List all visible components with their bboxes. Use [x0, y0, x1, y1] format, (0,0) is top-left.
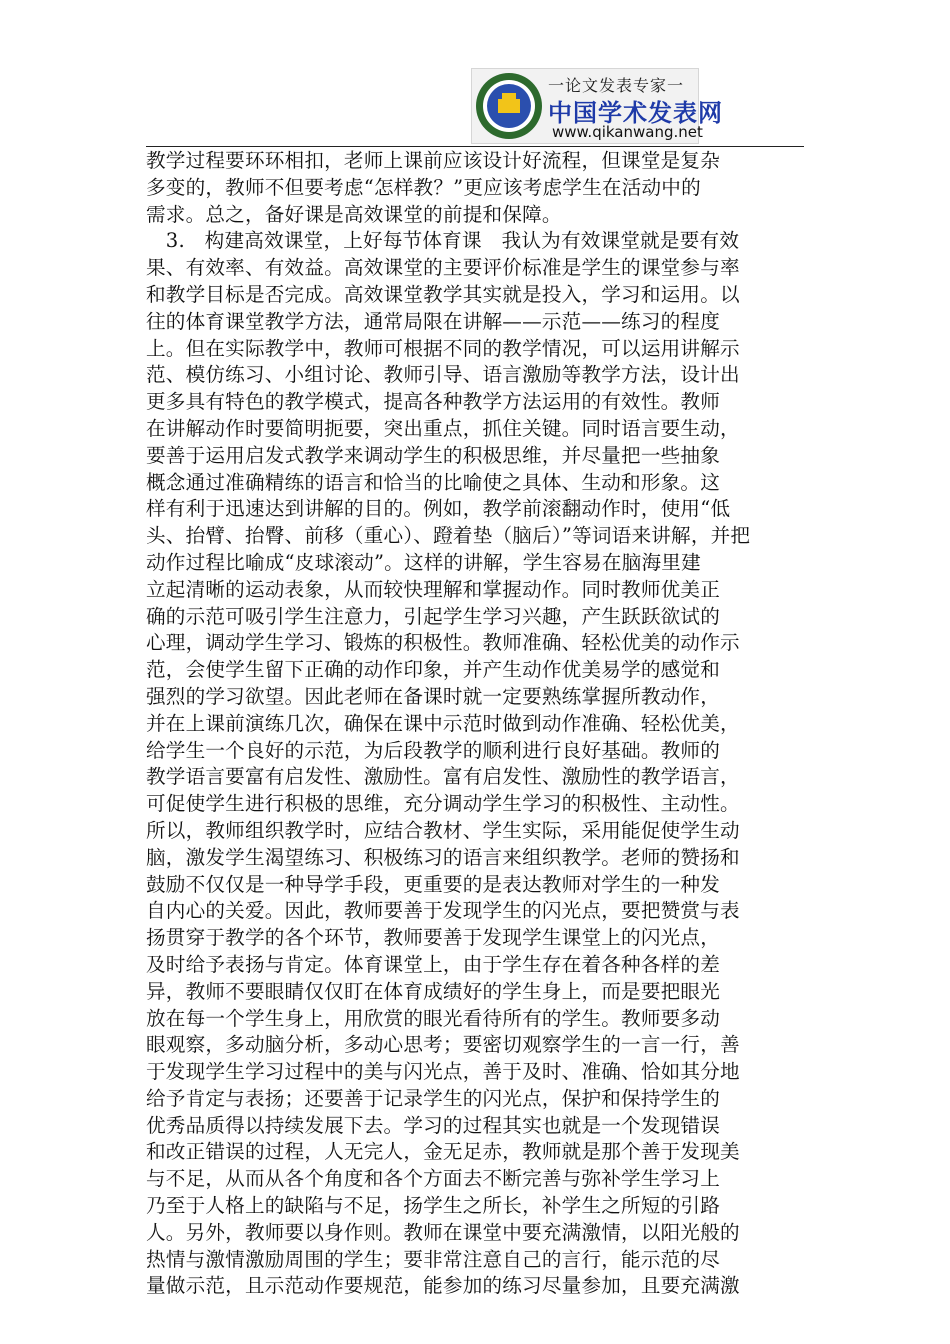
body-line: 立起清晰的运动表象，从而较快理解和掌握动作。同时教师优美正 — [146, 577, 721, 601]
body-line: 和改正错误的过程，人无完人，金无足赤，教师就是那个善于发现美 — [146, 1140, 740, 1164]
body-line: 动作过程比喻成“皮球滚动”。这样的讲解，学生容易在脑海里建 — [146, 550, 701, 574]
body-line: 与不足，从而从各个角度和各个方面去不断完善与弥补学生学习上 — [146, 1167, 721, 1191]
body-line: 自内心的关爱。因此，教师要善于发现学生的闪光点，要把赞赏与表 — [146, 899, 740, 923]
body-line: 往的体育课堂教学方法，通常局限在讲解——示范——练习的程度 — [146, 309, 721, 333]
body-line: 上。但在实际教学中，教师可根据不同的教学情况，可以运用讲解示 — [146, 336, 740, 360]
body-line: 范，会使学生留下正确的动作印象，并产生动作优美易学的感觉和 — [146, 658, 721, 682]
body-line: 范、模仿练习、小组讨论、教师引导、语言激励等教学方法，设计出 — [146, 363, 740, 387]
body-line: 概念通过准确精练的语言和恰当的比喻使之具体、生动和形象。这 — [146, 470, 721, 494]
body-line: 量做示范，且示范动作要规范，能参加的练习尽量参加，且要充满激 — [146, 1274, 740, 1298]
body-line: 给予肯定与表扬；还要善于记录学生的闪光点，保护和保持学生的 — [146, 1086, 721, 1110]
body-line: 于发现学生学习过程中的美与闪光点，善于及时、准确、恰如其分地 — [146, 1060, 740, 1084]
article-body — [146, 148, 804, 1300]
body-line: 确的示范可吸引学生注意力，引起学生学习兴趣，产生跃跃欲试的 — [146, 604, 721, 628]
body-line: 教学过程要环环相扣，老师上课前应该设计好流程，但课堂是复杂 — [146, 149, 721, 172]
body-line: 在讲解动作时要简明扼要，突出重点，抓住关键。同时语言要生动， — [146, 416, 740, 440]
body-line: 样有利于迅速达到讲解的目的。例如，教学前滚翻动作时，使用“低 — [146, 497, 731, 521]
header-divider — [146, 146, 804, 147]
body-line: 给学生一个良好的示范，为后段教学的顺利进行良好基础。教师的 — [146, 738, 721, 762]
body-line: 可促使学生进行积极的思维，充分调动学生学习的积极性、主动性。 — [146, 792, 740, 816]
header-logo — [471, 68, 723, 144]
body-line: 乃至于人格上的缺陷与不足，扬学生之所长，补学生之所短的引路 — [146, 1194, 721, 1218]
body-line: 异，教师不要眼睛仅仅盯在体育成绩好的学生身上，而是要把眼光 — [146, 979, 721, 1003]
body-line: 果、有效率、有效益。高效课堂的主要评价标准是学生的课堂参与率 — [146, 256, 740, 280]
body-line: 要善于运用启发式教学来调动学生的积极思维，并尽量把一些抽象 — [146, 443, 721, 467]
body-line: 强烈的学习欲望。因此老师在备课时就一定要熟练掌握所教动作， — [146, 684, 721, 708]
body-line: 鼓励不仅仅是一种导学手段，更重要的是表达教师对学生的一种发 — [146, 872, 721, 896]
header-slogan: 一论文发表专家一 — [548, 76, 685, 95]
body-line: 头、抬臂、抬臀、前移（重心）、蹬着垫（脑后）”等词语来讲解，并把 — [146, 524, 751, 548]
body-line: 脑，激发学生渴望练习、积极练习的语言来组织教学。老师的赞扬和 — [146, 845, 740, 869]
body-line: 多变的，教师不但要考虑“怎样教？”更应该考虑学生在活动中的 — [146, 175, 701, 199]
body-line: 教学语言要富有启发性、激励性。富有启发性、激励性的教学语言， — [146, 765, 740, 789]
body-line: 和教学目标是否完成。高效课堂教学其实就是投入，学习和运用。以 — [146, 282, 740, 306]
body-line: 及时给予表扬与肯定。体育课堂上，由于学生存在着各种各样的差 — [146, 952, 721, 976]
body-line: 需求。总之，备好课是高效课堂的前提和保障。 — [146, 202, 562, 226]
body-line: 扬贯穿于教学的各个环节，教师要善于发现学生课堂上的闪光点， — [146, 926, 721, 950]
header-brand: 中国学术发表网 — [548, 99, 723, 127]
body-line: 心理，调动学生学习、锻炼的积极性。教师准确、轻松优美的动作示 — [146, 631, 740, 655]
body-line: 更多具有特色的教学模式，提高各种教学方法运用的有效性。教师 — [146, 390, 721, 414]
body-line: 放在每一个学生身上，用欣赏的眼光看待所有的学生。教师要多动 — [146, 1006, 721, 1030]
body-line: 热情与激情激励周围的学生；要非常注意自己的言行，能示范的尽 — [146, 1247, 721, 1271]
body-line: 并在上课前演练几次，确保在课中示范时做到动作准确、轻松优美， — [146, 711, 740, 735]
body-line: 优秀品质得以持续发展下去。学习的过程其实也就是一个发现错误 — [146, 1113, 721, 1137]
header-url: www.qikanwang.net — [552, 123, 703, 141]
body-line: 眼观察，多动脑分析，多动心思考；要密切观察学生的一言一行，善 — [146, 1033, 740, 1057]
body-line: 所以，教师组织教学时，应结合教材、学生实际，采用能促使学生动 — [146, 818, 740, 842]
seal-emblem-icon — [474, 71, 544, 141]
body-line: 人。另外，教师要以身作则。教师在课堂中要充满激情，以阳光般的 — [146, 1220, 740, 1244]
body-line: 3. 构建高效课堂，上好每节体育课 我认为有效课堂就是要有效 — [146, 229, 740, 253]
